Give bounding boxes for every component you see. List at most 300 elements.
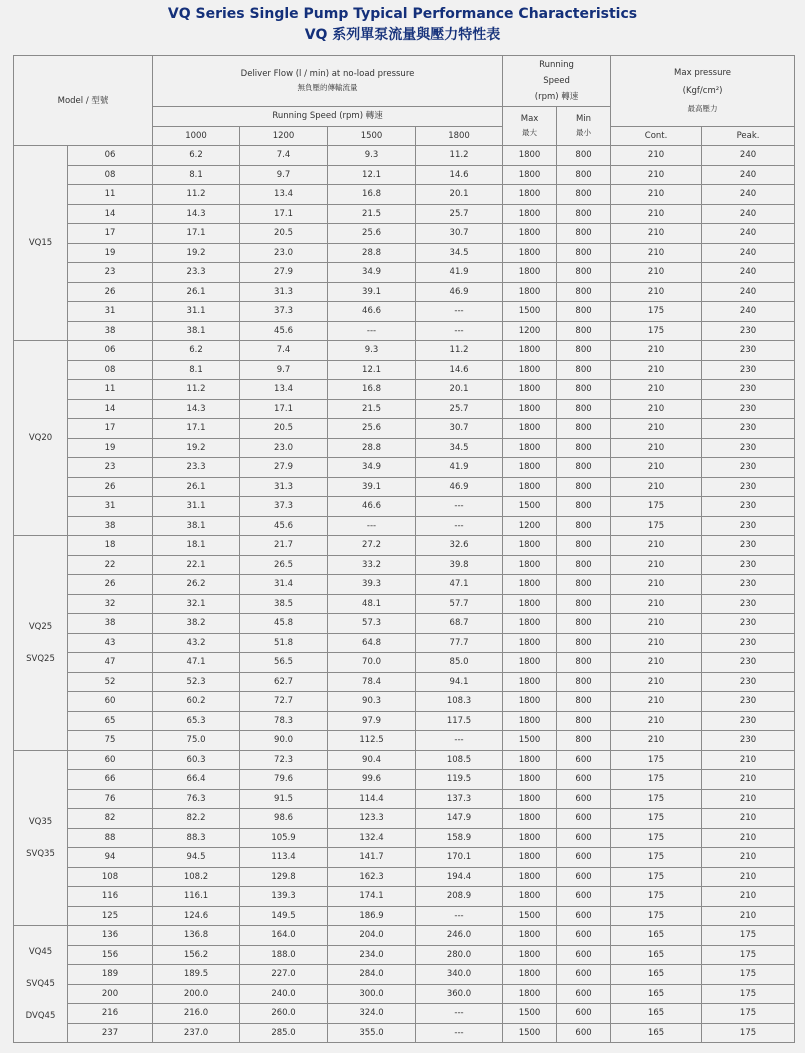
flow-1000-cell: 6.2 bbox=[153, 146, 240, 166]
model-size-cell: 19 bbox=[68, 438, 153, 458]
pressure-cont-cell: 165 bbox=[611, 945, 702, 965]
flow-1200-cell: 72.7 bbox=[240, 692, 328, 712]
flow-1800-cell: 85.0 bbox=[416, 653, 503, 673]
pressure-peak-cell: 240 bbox=[702, 224, 795, 244]
speed-min-cell: 600 bbox=[557, 809, 611, 829]
flow-1000-cell: 136.8 bbox=[153, 926, 240, 946]
speed-max-cell: 1800 bbox=[503, 653, 557, 673]
model-size-cell: 32 bbox=[68, 594, 153, 614]
table-row bbox=[14, 224, 795, 244]
speed-max-cell: 1500 bbox=[503, 1004, 557, 1024]
speed-max-cell: 1500 bbox=[503, 302, 557, 322]
model-size-cell: 11 bbox=[68, 185, 153, 205]
table-row bbox=[14, 692, 795, 712]
model-group-cell bbox=[14, 341, 68, 536]
flow-1500-cell: 132.4 bbox=[328, 828, 416, 848]
speed-min-cell: 600 bbox=[557, 867, 611, 887]
pressure-peak-cell: 230 bbox=[702, 497, 795, 517]
pressure-cont-cell: 210 bbox=[611, 575, 702, 595]
speed-max-cell: 1200 bbox=[503, 321, 557, 341]
pressure-cont-cell: 210 bbox=[611, 555, 702, 575]
flow-1500-cell: 12.1 bbox=[328, 360, 416, 380]
flow-1500-cell: 324.0 bbox=[328, 1004, 416, 1024]
pressure-peak-cell: 210 bbox=[702, 848, 795, 868]
header-speed-1000: 1000 bbox=[153, 126, 240, 146]
flow-1200-cell: 113.4 bbox=[240, 848, 328, 868]
table-row bbox=[14, 1023, 795, 1043]
flow-1800-cell: 46.9 bbox=[416, 282, 503, 302]
table-body bbox=[14, 146, 795, 1043]
speed-min-cell: 600 bbox=[557, 926, 611, 946]
table-row bbox=[14, 828, 795, 848]
flow-1800-cell: 30.7 bbox=[416, 224, 503, 244]
speed-min-cell: 800 bbox=[557, 516, 611, 536]
speed-max-cell: 1800 bbox=[503, 185, 557, 205]
pressure-peak-cell: 230 bbox=[702, 516, 795, 536]
model-size-cell: 19 bbox=[68, 243, 153, 263]
pressure-cont-cell: 210 bbox=[611, 633, 702, 653]
model-size-cell: 136 bbox=[68, 926, 153, 946]
flow-1000-cell: 60.2 bbox=[153, 692, 240, 712]
pressure-cont-cell: 210 bbox=[611, 341, 702, 361]
flow-1200-cell: 98.6 bbox=[240, 809, 328, 829]
model-size-cell: 200 bbox=[68, 984, 153, 1004]
pressure-cont-cell: 175 bbox=[611, 887, 702, 907]
table-row bbox=[14, 146, 795, 166]
pressure-cont-cell: 175 bbox=[611, 516, 702, 536]
pressure-peak-cell: 230 bbox=[702, 341, 795, 361]
flow-1800-cell: 34.5 bbox=[416, 438, 503, 458]
pressure-peak-cell: 240 bbox=[702, 185, 795, 205]
flow-1500-cell: 204.0 bbox=[328, 926, 416, 946]
flow-1800-cell: 25.7 bbox=[416, 204, 503, 224]
model-group-label: DVQ45 bbox=[25, 1011, 56, 1021]
flow-1800-cell: --- bbox=[416, 516, 503, 536]
flow-1800-cell: 108.5 bbox=[416, 750, 503, 770]
header-rs-line1: Running bbox=[539, 60, 574, 70]
speed-max-cell: 1800 bbox=[503, 770, 557, 790]
pressure-cont-cell: 165 bbox=[611, 926, 702, 946]
flow-1500-cell: 12.1 bbox=[328, 165, 416, 185]
table-row bbox=[14, 594, 795, 614]
pressure-peak-cell: 210 bbox=[702, 867, 795, 887]
flow-1000-cell: 52.3 bbox=[153, 672, 240, 692]
pressure-cont-cell: 210 bbox=[611, 711, 702, 731]
pressure-peak-cell: 230 bbox=[702, 458, 795, 478]
speed-min-cell: 800 bbox=[557, 341, 611, 361]
model-size-cell: 52 bbox=[68, 672, 153, 692]
speed-min-cell: 800 bbox=[557, 672, 611, 692]
speed-max-cell: 1800 bbox=[503, 458, 557, 478]
pressure-cont-cell: 175 bbox=[611, 867, 702, 887]
pressure-cont-cell: 210 bbox=[611, 692, 702, 712]
flow-1500-cell: 141.7 bbox=[328, 848, 416, 868]
speed-min-cell: 600 bbox=[557, 828, 611, 848]
flow-1000-cell: 116.1 bbox=[153, 887, 240, 907]
pressure-cont-cell: 210 bbox=[611, 224, 702, 244]
pressure-peak-cell: 210 bbox=[702, 887, 795, 907]
pressure-cont-cell: 175 bbox=[611, 302, 702, 322]
speed-min-cell: 800 bbox=[557, 146, 611, 166]
pressure-cont-cell: 210 bbox=[611, 263, 702, 283]
page-subtitle: VQ 系列單泵流量與壓力特性表 bbox=[304, 27, 501, 43]
speed-max-cell: 1800 bbox=[503, 789, 557, 809]
table-row bbox=[14, 614, 795, 634]
speed-max-cell: 1800 bbox=[503, 399, 557, 419]
flow-1500-cell: 64.8 bbox=[328, 633, 416, 653]
model-size-cell: 38 bbox=[68, 516, 153, 536]
flow-1500-cell: 39.3 bbox=[328, 575, 416, 595]
speed-min-cell: 800 bbox=[557, 497, 611, 517]
flow-1800-cell: 194.4 bbox=[416, 867, 503, 887]
pressure-cont-cell: 210 bbox=[611, 536, 702, 556]
flow-1000-cell: 76.3 bbox=[153, 789, 240, 809]
model-group-cell bbox=[14, 926, 68, 1043]
flow-1000-cell: 38.2 bbox=[153, 614, 240, 634]
flow-1500-cell: 25.6 bbox=[328, 224, 416, 244]
flow-1800-cell: 47.1 bbox=[416, 575, 503, 595]
flow-1000-cell: 11.2 bbox=[153, 185, 240, 205]
pressure-peak-cell: 210 bbox=[702, 906, 795, 926]
table-row bbox=[14, 282, 795, 302]
pressure-peak-cell: 230 bbox=[702, 321, 795, 341]
speed-min-cell: 600 bbox=[557, 984, 611, 1004]
model-size-cell: 38 bbox=[68, 321, 153, 341]
pressure-cont-cell: 175 bbox=[611, 789, 702, 809]
flow-1800-cell: 32.6 bbox=[416, 536, 503, 556]
speed-min-cell: 800 bbox=[557, 692, 611, 712]
flow-1500-cell: 9.3 bbox=[328, 146, 416, 166]
flow-1800-cell: 280.0 bbox=[416, 945, 503, 965]
flow-1800-cell: --- bbox=[416, 1023, 503, 1043]
speed-min-cell: 600 bbox=[557, 887, 611, 907]
speed-min-cell: 800 bbox=[557, 243, 611, 263]
pressure-peak-cell: 210 bbox=[702, 770, 795, 790]
pressure-cont-cell: 210 bbox=[611, 653, 702, 673]
model-group-label: VQ25 bbox=[28, 621, 53, 632]
model-size-cell: 47 bbox=[68, 653, 153, 673]
model-group-label: VQ15 bbox=[28, 238, 53, 248]
flow-1500-cell: --- bbox=[328, 516, 416, 536]
header-min-en: Min bbox=[575, 114, 592, 124]
flow-1200-cell: 17.1 bbox=[240, 204, 328, 224]
model-group-label: VQ20 bbox=[28, 433, 53, 443]
speed-max-cell: 1800 bbox=[503, 672, 557, 692]
flow-1800-cell: --- bbox=[416, 321, 503, 341]
speed-max-cell: 1800 bbox=[503, 867, 557, 887]
speed-max-cell: 1200 bbox=[503, 516, 557, 536]
pressure-peak-cell: 175 bbox=[702, 945, 795, 965]
flow-1500-cell: 9.3 bbox=[328, 341, 416, 361]
header-model: Model / 型號 bbox=[14, 56, 153, 146]
pressure-peak-cell: 240 bbox=[702, 204, 795, 224]
speed-min-cell: 800 bbox=[557, 380, 611, 400]
table-row bbox=[14, 419, 795, 439]
model-size-cell: 38 bbox=[68, 614, 153, 634]
speed-max-cell: 1800 bbox=[503, 575, 557, 595]
flow-1500-cell: 46.6 bbox=[328, 497, 416, 517]
model-size-cell: 76 bbox=[68, 789, 153, 809]
header-peak: Peak. bbox=[702, 126, 795, 146]
header-max-zh: 最大 bbox=[522, 128, 538, 137]
model-size-cell: 156 bbox=[68, 945, 153, 965]
flow-1200-cell: 78.3 bbox=[240, 711, 328, 731]
pressure-cont-cell: 210 bbox=[611, 399, 702, 419]
model-group-label: VQ45 bbox=[28, 947, 53, 957]
pressure-cont-cell: 210 bbox=[611, 419, 702, 439]
flow-1200-cell: 37.3 bbox=[240, 302, 328, 322]
flow-1000-cell: 43.2 bbox=[153, 633, 240, 653]
flow-1200-cell: 7.4 bbox=[240, 341, 328, 361]
speed-max-cell: 1800 bbox=[503, 165, 557, 185]
flow-1500-cell: 99.6 bbox=[328, 770, 416, 790]
pressure-peak-cell: 230 bbox=[702, 731, 795, 751]
flow-1500-cell: 25.6 bbox=[328, 419, 416, 439]
model-size-cell: 26 bbox=[68, 477, 153, 497]
flow-1200-cell: 188.0 bbox=[240, 945, 328, 965]
pressure-peak-cell: 230 bbox=[702, 633, 795, 653]
table-row bbox=[14, 497, 795, 517]
speed-max-cell: 1800 bbox=[503, 341, 557, 361]
pressure-cont-cell: 210 bbox=[611, 731, 702, 751]
header-flow-en: Deliver Flow (l / min) at no-load pressure bbox=[240, 69, 415, 79]
pressure-peak-cell: 175 bbox=[702, 926, 795, 946]
model-size-cell: 125 bbox=[68, 906, 153, 926]
pressure-peak-cell: 240 bbox=[702, 146, 795, 166]
flow-1000-cell: 47.1 bbox=[153, 653, 240, 673]
pressure-cont-cell: 175 bbox=[611, 750, 702, 770]
speed-min-cell: 800 bbox=[557, 633, 611, 653]
model-size-cell: 08 bbox=[68, 165, 153, 185]
flow-1200-cell: 129.8 bbox=[240, 867, 328, 887]
flow-1800-cell: 137.3 bbox=[416, 789, 503, 809]
flow-1000-cell: 38.1 bbox=[153, 516, 240, 536]
pressure-cont-cell: 175 bbox=[611, 906, 702, 926]
speed-min-cell: 800 bbox=[557, 185, 611, 205]
flow-1000-cell: 22.1 bbox=[153, 555, 240, 575]
pressure-cont-cell: 210 bbox=[611, 477, 702, 497]
flow-1200-cell: 23.0 bbox=[240, 438, 328, 458]
flow-1000-cell: 237.0 bbox=[153, 1023, 240, 1043]
pressure-peak-cell: 175 bbox=[702, 1023, 795, 1043]
flow-1200-cell: 20.5 bbox=[240, 419, 328, 439]
pressure-cont-cell: 210 bbox=[611, 380, 702, 400]
flow-1000-cell: 32.1 bbox=[153, 594, 240, 614]
model-size-cell: 18 bbox=[68, 536, 153, 556]
flow-1200-cell: 38.5 bbox=[240, 594, 328, 614]
flow-1500-cell: --- bbox=[328, 321, 416, 341]
table-row bbox=[14, 204, 795, 224]
flow-1200-cell: 21.7 bbox=[240, 536, 328, 556]
model-size-cell: 189 bbox=[68, 965, 153, 985]
speed-min-cell: 800 bbox=[557, 458, 611, 478]
pressure-cont-cell: 210 bbox=[611, 243, 702, 263]
speed-max-cell: 1500 bbox=[503, 1023, 557, 1043]
flow-1800-cell: 57.7 bbox=[416, 594, 503, 614]
speed-min-cell: 800 bbox=[557, 263, 611, 283]
flow-1500-cell: 46.6 bbox=[328, 302, 416, 322]
table-row bbox=[14, 477, 795, 497]
flow-1500-cell: 90.4 bbox=[328, 750, 416, 770]
flow-1500-cell: 48.1 bbox=[328, 594, 416, 614]
table-row bbox=[14, 399, 795, 419]
flow-1500-cell: 123.3 bbox=[328, 809, 416, 829]
flow-1500-cell: 39.1 bbox=[328, 477, 416, 497]
flow-1000-cell: 8.1 bbox=[153, 165, 240, 185]
flow-1800-cell: --- bbox=[416, 731, 503, 751]
flow-1800-cell: 20.1 bbox=[416, 380, 503, 400]
table-row bbox=[14, 653, 795, 673]
pressure-peak-cell: 230 bbox=[702, 575, 795, 595]
speed-max-cell: 1800 bbox=[503, 224, 557, 244]
flow-1800-cell: 68.7 bbox=[416, 614, 503, 634]
pressure-cont-cell: 175 bbox=[611, 848, 702, 868]
header-speed-1200: 1200 bbox=[240, 126, 328, 146]
pressure-cont-cell: 210 bbox=[611, 594, 702, 614]
header-speed-1500: 1500 bbox=[328, 126, 416, 146]
model-size-cell: 43 bbox=[68, 633, 153, 653]
flow-1200-cell: 13.4 bbox=[240, 380, 328, 400]
pressure-cont-cell: 175 bbox=[611, 497, 702, 517]
table-row bbox=[14, 302, 795, 322]
model-size-cell: 11 bbox=[68, 380, 153, 400]
pressure-peak-cell: 230 bbox=[702, 653, 795, 673]
speed-min-cell: 600 bbox=[557, 770, 611, 790]
model-size-cell: 26 bbox=[68, 282, 153, 302]
flow-1000-cell: 11.2 bbox=[153, 380, 240, 400]
flow-1800-cell: 170.1 bbox=[416, 848, 503, 868]
speed-min-cell: 800 bbox=[557, 653, 611, 673]
table-row bbox=[14, 789, 795, 809]
flow-1000-cell: 66.4 bbox=[153, 770, 240, 790]
speed-max-cell: 1800 bbox=[503, 750, 557, 770]
flow-1200-cell: 20.5 bbox=[240, 224, 328, 244]
flow-1200-cell: 90.0 bbox=[240, 731, 328, 751]
speed-min-cell: 800 bbox=[557, 438, 611, 458]
flow-1200-cell: 79.6 bbox=[240, 770, 328, 790]
flow-1800-cell: --- bbox=[416, 302, 503, 322]
pressure-peak-cell: 240 bbox=[702, 243, 795, 263]
pressure-cont-cell: 210 bbox=[611, 360, 702, 380]
model-size-cell: 216 bbox=[68, 1004, 153, 1024]
model-size-cell: 237 bbox=[68, 1023, 153, 1043]
speed-max-cell: 1500 bbox=[503, 906, 557, 926]
model-size-cell: 66 bbox=[68, 770, 153, 790]
speed-max-cell: 1800 bbox=[503, 263, 557, 283]
flow-1200-cell: 7.4 bbox=[240, 146, 328, 166]
speed-min-cell: 600 bbox=[557, 789, 611, 809]
flow-1200-cell: 62.7 bbox=[240, 672, 328, 692]
speed-max-cell: 1800 bbox=[503, 926, 557, 946]
flow-1800-cell: 158.9 bbox=[416, 828, 503, 848]
pressure-cont-cell: 210 bbox=[611, 204, 702, 224]
table-row bbox=[14, 360, 795, 380]
flow-1200-cell: 27.9 bbox=[240, 263, 328, 283]
flow-1500-cell: 78.4 bbox=[328, 672, 416, 692]
flow-1000-cell: 14.3 bbox=[153, 399, 240, 419]
flow-1800-cell: 30.7 bbox=[416, 419, 503, 439]
speed-min-cell: 800 bbox=[557, 399, 611, 419]
flow-1500-cell: 162.3 bbox=[328, 867, 416, 887]
flow-1000-cell: 189.5 bbox=[153, 965, 240, 985]
model-size-cell: 31 bbox=[68, 302, 153, 322]
pressure-peak-cell: 230 bbox=[702, 711, 795, 731]
flow-1200-cell: 45.6 bbox=[240, 321, 328, 341]
header-speed-1800: 1800 bbox=[416, 126, 503, 146]
table-row bbox=[14, 945, 795, 965]
model-size-cell: 60 bbox=[68, 692, 153, 712]
flow-1200-cell: 17.1 bbox=[240, 399, 328, 419]
flow-1500-cell: 57.3 bbox=[328, 614, 416, 634]
speed-min-cell: 600 bbox=[557, 906, 611, 926]
flow-1000-cell: 200.0 bbox=[153, 984, 240, 1004]
speed-max-cell: 1800 bbox=[503, 809, 557, 829]
model-size-cell: 94 bbox=[68, 848, 153, 868]
speed-max-cell: 1800 bbox=[503, 477, 557, 497]
table-row bbox=[14, 536, 795, 556]
speed-max-cell: 1800 bbox=[503, 594, 557, 614]
pressure-cont-cell: 210 bbox=[611, 438, 702, 458]
speed-min-cell: 800 bbox=[557, 711, 611, 731]
flow-1200-cell: 240.0 bbox=[240, 984, 328, 1004]
pressure-cont-cell: 165 bbox=[611, 1023, 702, 1043]
speed-min-cell: 600 bbox=[557, 848, 611, 868]
speed-min-cell: 800 bbox=[557, 477, 611, 497]
flow-1500-cell: 33.2 bbox=[328, 555, 416, 575]
flow-1200-cell: 31.4 bbox=[240, 575, 328, 595]
flow-1000-cell: 216.0 bbox=[153, 1004, 240, 1024]
pressure-peak-cell: 230 bbox=[702, 438, 795, 458]
flow-1500-cell: 21.5 bbox=[328, 204, 416, 224]
table-row bbox=[14, 185, 795, 205]
pressure-cont-cell: 210 bbox=[611, 614, 702, 634]
flow-1000-cell: 19.2 bbox=[153, 243, 240, 263]
flow-1800-cell: --- bbox=[416, 497, 503, 517]
speed-max-cell: 1800 bbox=[503, 692, 557, 712]
table-row bbox=[14, 516, 795, 536]
flow-1800-cell: 39.8 bbox=[416, 555, 503, 575]
flow-1200-cell: 23.0 bbox=[240, 243, 328, 263]
table-row bbox=[14, 926, 795, 946]
pressure-peak-cell: 240 bbox=[702, 282, 795, 302]
model-size-cell: 108 bbox=[68, 867, 153, 887]
flow-1800-cell: 360.0 bbox=[416, 984, 503, 1004]
flow-1000-cell: 18.1 bbox=[153, 536, 240, 556]
flow-1200-cell: 139.3 bbox=[240, 887, 328, 907]
pressure-cont-cell: 210 bbox=[611, 185, 702, 205]
speed-max-cell: 1800 bbox=[503, 360, 557, 380]
flow-1000-cell: 82.2 bbox=[153, 809, 240, 829]
table-header bbox=[14, 56, 795, 146]
speed-max-cell: 1800 bbox=[503, 984, 557, 1004]
pressure-peak-cell: 175 bbox=[702, 1004, 795, 1024]
speed-max-cell: 1800 bbox=[503, 633, 557, 653]
table-row bbox=[14, 848, 795, 868]
header-mp-line1: Max pressure bbox=[674, 67, 732, 78]
table-row bbox=[14, 165, 795, 185]
flow-1800-cell: 77.7 bbox=[416, 633, 503, 653]
flow-1500-cell: 39.1 bbox=[328, 282, 416, 302]
flow-1800-cell: 34.5 bbox=[416, 243, 503, 263]
flow-1200-cell: 45.8 bbox=[240, 614, 328, 634]
flow-1800-cell: 20.1 bbox=[416, 185, 503, 205]
speed-max-cell: 1800 bbox=[503, 536, 557, 556]
model-size-cell: 14 bbox=[68, 399, 153, 419]
pressure-peak-cell: 230 bbox=[702, 692, 795, 712]
flow-1800-cell: 246.0 bbox=[416, 926, 503, 946]
pressure-peak-cell: 240 bbox=[702, 165, 795, 185]
flow-1200-cell: 149.5 bbox=[240, 906, 328, 926]
